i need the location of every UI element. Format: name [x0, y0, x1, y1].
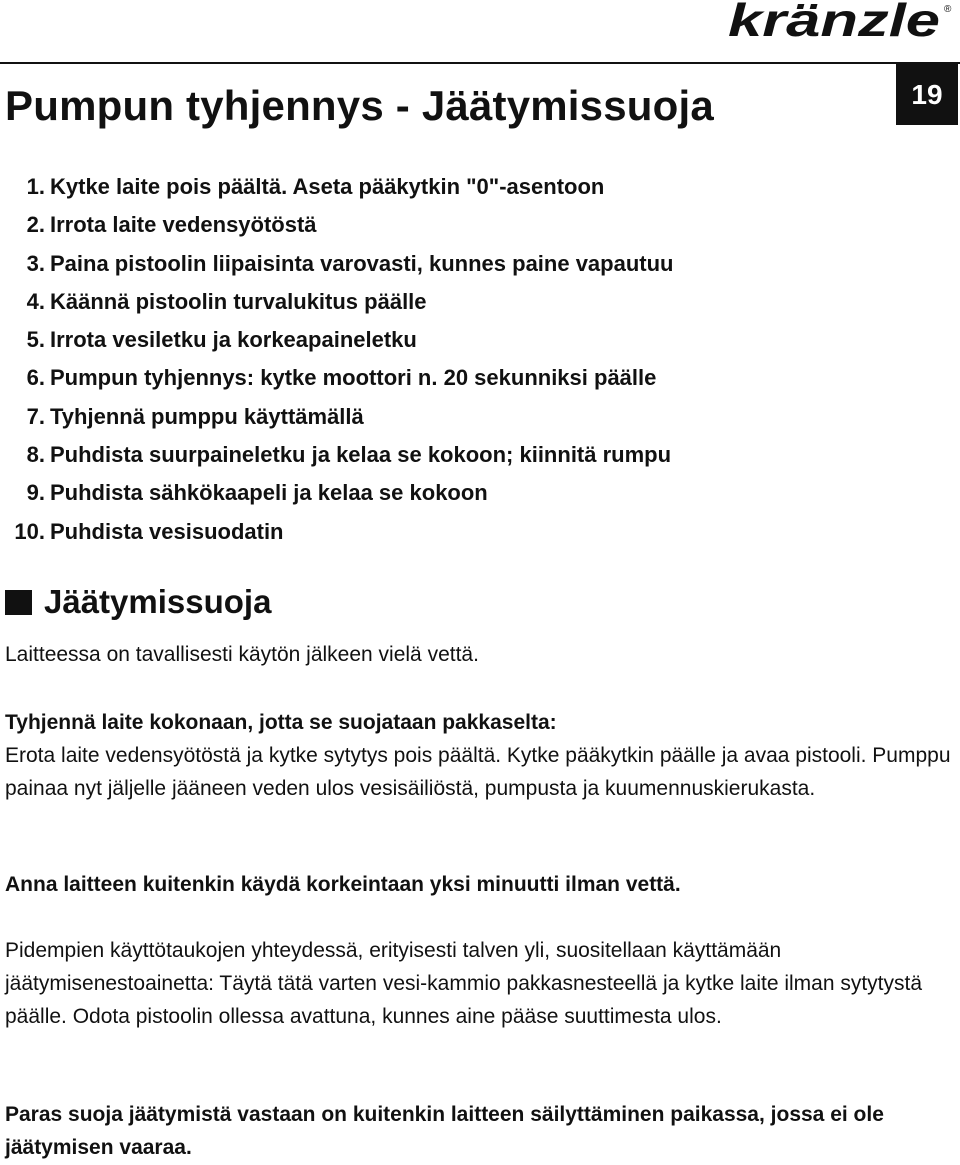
step-item: [5, 168, 674, 206]
section-header: [5, 580, 271, 624]
logo-wordmark: kränzle: [728, 2, 940, 42]
step-item: [5, 245, 674, 283]
step-text: Irrota vesiletku ja korkeapaineletku: [50, 327, 417, 353]
step-number: 5.: [26, 327, 45, 353]
step-item: [5, 436, 674, 474]
step-text: Pumpun tyhjennys: kytke moottori n. 20 sekunniksi päälle: [50, 365, 657, 391]
page-number-badge: 19: [896, 64, 958, 125]
step-item: [5, 206, 674, 244]
step-number: 7.: [26, 403, 45, 429]
step-number: 9.: [26, 480, 45, 506]
header-rule: [0, 62, 960, 64]
section-title: Jäätymissuoja: [44, 583, 272, 620]
drain-heading: Tyhjennä laite kokonaan, jotta se suojataan pakkaselta:: [5, 711, 557, 734]
step-number: 4.: [26, 288, 45, 314]
intro-paragraph: Laitteessa on tavallisesti käytön jälkeen vielä vettä.: [5, 643, 479, 666]
step-text: Tyhjennä pumppu käyttämällä: [50, 403, 364, 429]
step-text: Kytke laite pois päältä. Aseta pääkytkin "0"-asentoon: [50, 174, 605, 199]
step-text: Irrota laite vedensyötöstä: [50, 212, 317, 238]
step-number: 6.: [26, 365, 45, 391]
step-text: Puhdista vesisuodatin: [50, 518, 284, 544]
step-text: Puhdista sähkökaapeli ja kelaa se kokoon: [50, 480, 488, 506]
drain-instructions: Erota laite vedensyötöstä ja kytke sytytys pois päältä. Kytke pääkytkin päälle ja avaa pistooli. Pumppu painaa nyt jäljelle jääneen veden ulos vesisäiliöstä, pumpusta ja kuumennuskierukasta.: [5, 744, 951, 800]
step-text: Puhdista suurpaineletku ja kelaa se kokoon; kiinnitä rumpu: [50, 442, 672, 468]
kranzle-logo-graphic: [728, 2, 958, 42]
step-number: 2.: [26, 212, 45, 238]
step-item: [5, 513, 674, 551]
storage-advice: Paras suoja jäätymistä vastaan on kuitenkin laitteen säilyttäminen paikassa, jossa ei ole jäätymisen vaaraa.: [5, 1103, 884, 1159]
warning-text: Anna laitteen kuitenkin käydä korkeintaan yksi minuutti ilman vettä.: [5, 873, 681, 896]
step-number: 3.: [26, 250, 45, 276]
step-item: [5, 474, 674, 512]
step-number: 8.: [26, 442, 45, 468]
step-text: Käännä pistoolin turvalukitus päälle: [50, 288, 427, 314]
steps-list: [5, 168, 674, 551]
step-text: Paina pistoolin liipaisinta varovasti, kunnes paine vapautuu: [50, 250, 674, 276]
step-item: [5, 398, 674, 436]
step-item: [5, 359, 674, 397]
step-number: 10.: [14, 518, 45, 544]
step-number: 1.: [26, 174, 45, 199]
registered-mark: ®: [944, 4, 952, 15]
step-item: [5, 321, 674, 359]
antifreeze-instructions: Pidempien käyttötaukojen yhteydessä, erityisesti talven yli, suositellaan käyttämään jäätymisenestoainetta: Täytä tätä varten vesi-kammio pakkasnesteellä ja kytke laite ilman sytytystä päälle. Odota pistoolin ollessa avattuna, kunnes aine pääse suuttimesta ulos.: [5, 939, 923, 1028]
step-item: [5, 283, 674, 321]
page-title: Pumpun tyhjennys - Jäätymissuoja: [5, 82, 714, 129]
kranzle-logo: [728, 2, 958, 42]
square-bullet-icon: [5, 590, 32, 615]
